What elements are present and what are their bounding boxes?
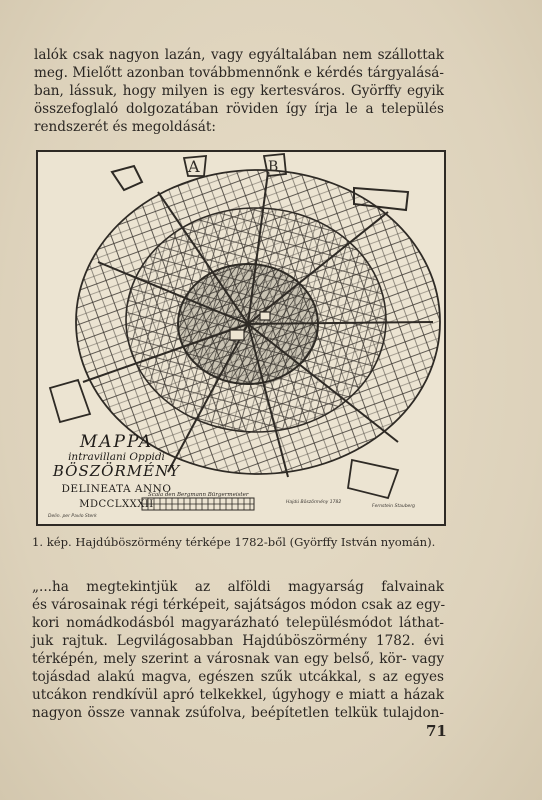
text-line: nagyon össze vannak zsúfolva, beépítetlen telkük tulajdon- bbox=[32, 705, 444, 721]
text-line: és városainak régi térképeit, sajátságos módon csak az egy- bbox=[32, 597, 446, 613]
paragraph-quote bbox=[32, 578, 444, 722]
right-note: Hajdú Böszörmény 1782 bbox=[286, 500, 342, 505]
text-line: „...ha megtekintjük az alföldi magyarság falvainak bbox=[32, 579, 444, 595]
right-note-2: Fernstein Stauberg bbox=[372, 504, 416, 509]
text-line: térképén, mely szerint a városnak van egy belső, kör- vagy bbox=[32, 651, 444, 667]
figure-caption: 1. kép. Hajdúböszörmény térképe 1782-ből (Györffy István nyomán). bbox=[32, 535, 436, 549]
author-note: Delin. per Pavlo Sterk bbox=[48, 514, 97, 519]
map-title-line: BÖSZÖRMÉNY bbox=[52, 462, 181, 480]
map-title-line: MDCCLXXXII bbox=[79, 499, 154, 510]
historic-map-figure bbox=[36, 150, 446, 526]
text-line: lalók csak nagyon lazán, vagy egyáltalában nem szállottak bbox=[34, 47, 444, 63]
text-line: összefoglaló dolgozatában röviden így írja le a település bbox=[34, 101, 444, 117]
text-line: tojásdad alakú magva, egészen szűk utcákkal, s az egyes bbox=[32, 669, 444, 685]
map-cartouche bbox=[44, 432, 189, 510]
text-line: kori nomádkodásból magyarázható településmódot láthat- bbox=[32, 615, 444, 631]
svg-text:A: A bbox=[188, 157, 200, 176]
svg-text:B: B bbox=[268, 159, 279, 175]
text-line: meg. Mielőtt azonban továbbmennőnk e kérdés tárgyalásá- bbox=[34, 65, 444, 81]
text-line: ban, lássuk, hogy milyen is egy kertesváros. Györffy egyik bbox=[34, 83, 444, 99]
map-title-line: MAPPA bbox=[79, 432, 154, 452]
outlying-plot bbox=[50, 380, 90, 422]
text-line: rendszerét és megoldását: bbox=[34, 119, 216, 135]
text-line: juk rajtuk. Legvilágosabban Hajdúböszörmény 1782. évi bbox=[32, 633, 444, 649]
paragraph-top bbox=[34, 46, 444, 136]
map-title-line: DELINEATA ANNO bbox=[61, 483, 172, 495]
map-title-line: intravillani Oppidi bbox=[68, 451, 165, 463]
scale-label: Scala den Bergmann Bürgermeister bbox=[148, 492, 249, 498]
page-number: 71 bbox=[426, 722, 447, 740]
outlying-plot bbox=[348, 460, 398, 498]
outlying-plot bbox=[112, 166, 142, 190]
text-line: utcákon rendkívül apró telkekkel, úgyhogy e miatt a házak bbox=[32, 687, 444, 703]
